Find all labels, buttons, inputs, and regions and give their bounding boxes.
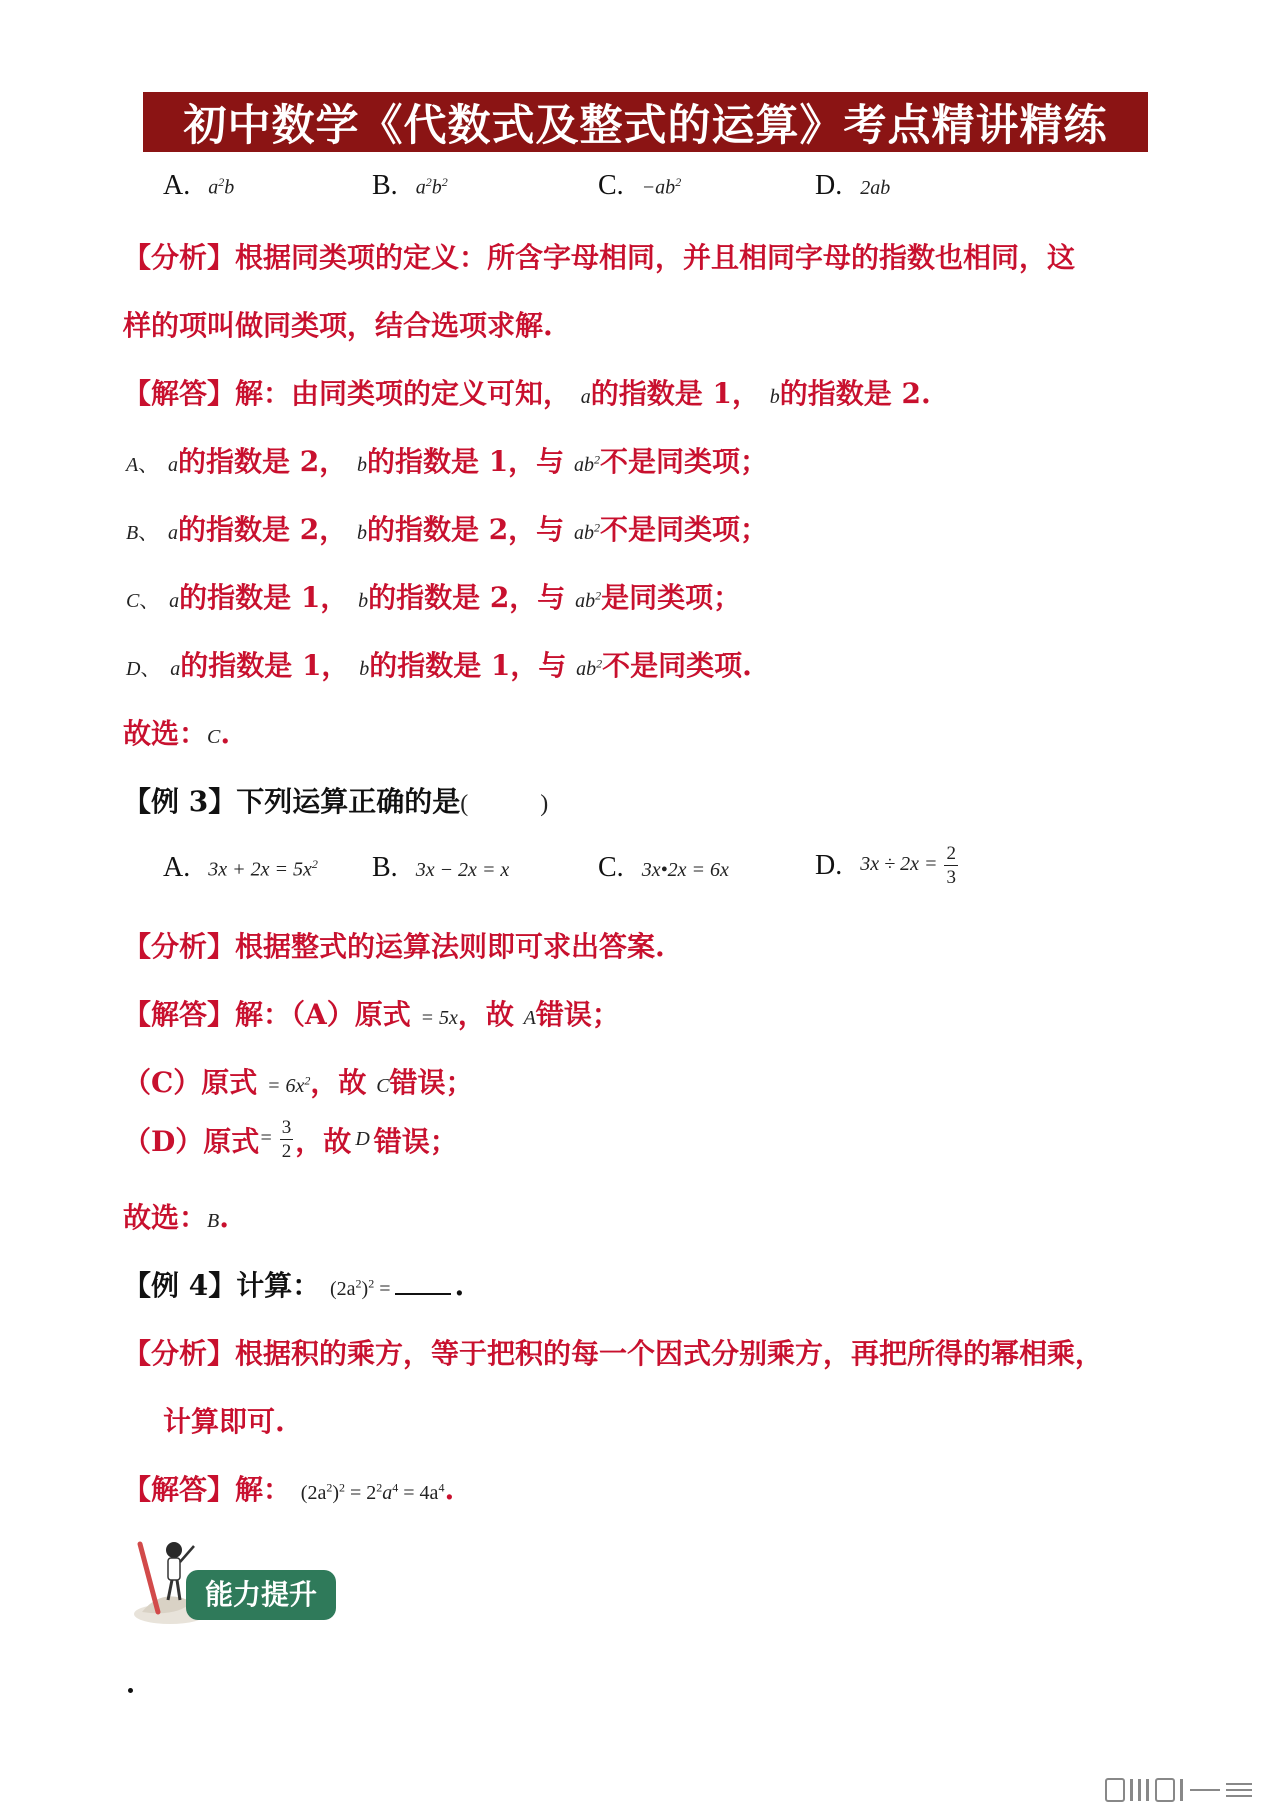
- q2-analysis-line2: 样的项叫做同类项，结合选项求解.: [123, 309, 553, 342]
- ex3-answer-line2: （C）原式 = $6x^2$，故 C错误；: [123, 1066, 474, 1099]
- ex4-analysis-line1: 【分析】根据积的乘方，等于把积的每一个因式分别乘方，再把所得的幂相乘，: [123, 1337, 1104, 1370]
- ex3-choose: 故选：B.: [123, 1201, 229, 1234]
- page-title: 初中数学《代数式及整式的运算》考点精讲精练: [183, 100, 1108, 151]
- ability-badge: [122, 1532, 342, 1632]
- ex3-analysis: 【分析】根据整式的运算法则即可求出答案.: [123, 930, 665, 963]
- corner-decoration: [1100, 1777, 1260, 1803]
- q2-option-a: A. $a^2b$: [163, 170, 235, 201]
- q2-option-b: B. $a^2b^2$: [372, 170, 448, 201]
- ex3-option-c: C. 3x•2x = 6x: [598, 852, 729, 883]
- stray-dot: [128, 1688, 133, 1693]
- q2-option-d: D. 2ab: [815, 170, 891, 201]
- q2-analysis-line1: 【分析】根据同类项的定义：所含字母相同，并且相同字母的指数也相同，这: [123, 241, 1076, 274]
- q2-answer-intro: 【解答】解：由同类项的定义可知， a的指数是 1， b的指数是 2.: [123, 377, 931, 410]
- ex3-option-b: B. 3x − 2x = x: [372, 852, 510, 883]
- ex4-question: 【例 4】计算： $(2a^2)^2$ = .: [123, 1269, 465, 1302]
- fraction: $\frac{3}{2}$: [281, 1117, 292, 1162]
- ex3-answer-line3: （D）原式 = $\frac{3}{2}$ ，故 D 错误；: [123, 1117, 458, 1162]
- ex4-analysis-line2: 计算即可.: [163, 1405, 285, 1438]
- q2-item-b: B、 a的指数是 2， b的指数是 2，与 $ab^2$不是同类项；: [126, 513, 768, 546]
- ex3-option-d: D. 3x ÷ 2x = $\frac{2}{3}$: [815, 843, 956, 888]
- ex4-answer: 【解答】解： $(2a^2)^2 = 2^2a^4 = 4a^4$.: [123, 1473, 455, 1506]
- q2-item-c: C、 a的指数是 1， b的指数是 2，与 $ab^2$是同类项；: [126, 581, 742, 614]
- fraction: $\frac{2}{3}$: [946, 843, 956, 888]
- q2-item-d: D、 a的指数是 1， b的指数是 1，与 $ab^2$不是同类项.: [126, 649, 752, 682]
- ex3-option-a: A. $3x + 2x = 5x^2$: [163, 852, 318, 883]
- ex3-question: 【例 3】下列运算正确的是( ): [123, 785, 549, 818]
- title-banner: [143, 92, 1148, 152]
- ex3-answer-line1: 【解答】解：（A）原式 = 5x，故 A错误；: [123, 998, 620, 1031]
- q2-choose: 故选：C.: [123, 717, 231, 750]
- q2-option-c: C. $-ab^2$: [598, 170, 682, 201]
- q2-item-a: A、 a的指数是 2， b的指数是 1，与 $ab^2$不是同类项；: [126, 445, 768, 478]
- answer-blank: [395, 1271, 451, 1295]
- badge-label: 能力提升: [204, 1578, 318, 1611]
